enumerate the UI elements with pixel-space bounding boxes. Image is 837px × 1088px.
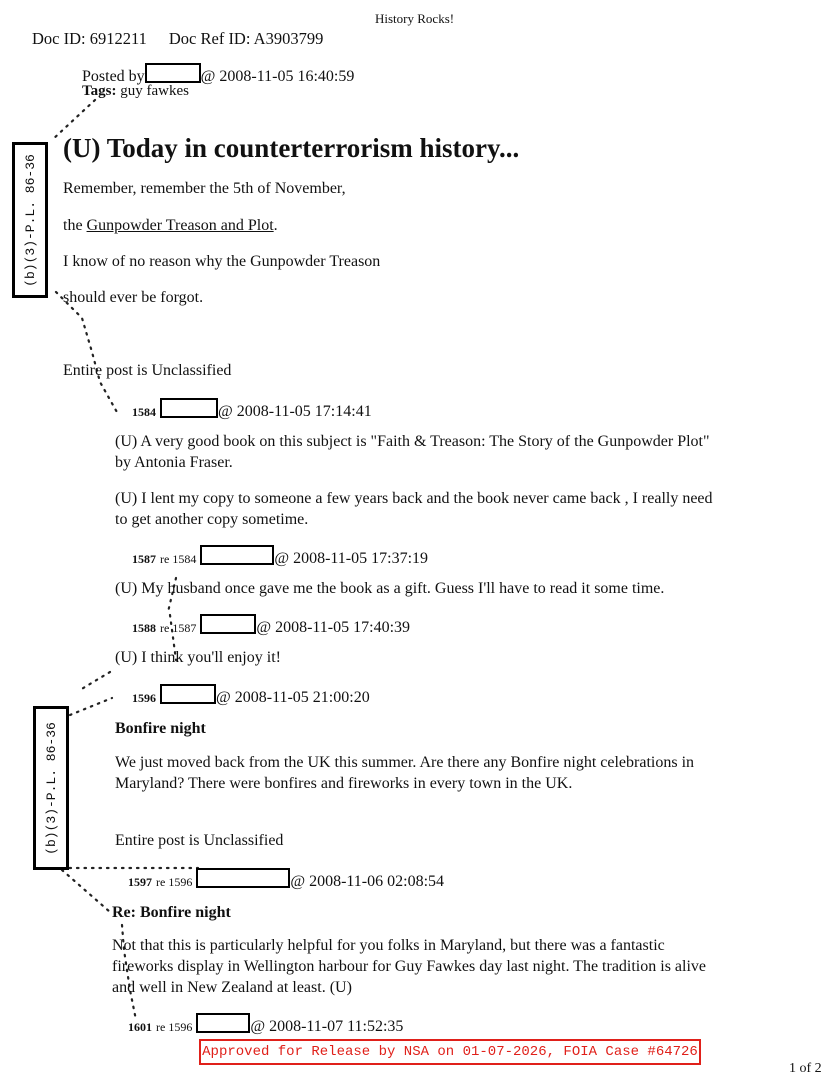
comment-paragraph: (U) I think you'll enjoy it! [115, 649, 281, 666]
exemption-label: (b)(3)-P.L. 86-36 [43, 721, 59, 855]
post-line: Remember, remember the 5th of November, [63, 180, 346, 197]
comment-timestamp: @ 2008-11-05 17:40:39 [256, 619, 411, 636]
redaction-box [196, 1013, 250, 1033]
comment-timestamp: @ 2008-11-05 17:37:19 [274, 550, 429, 567]
comment-reply-to: re 1584 [160, 552, 197, 566]
tags-label: Tags: [82, 83, 117, 99]
redaction-box [160, 684, 216, 704]
comment-meta [132, 545, 428, 568]
post-tags [82, 83, 189, 100]
doc-ref-id: Doc Ref ID: A3903799 [168, 29, 324, 48]
page-number: 1 of 2 [789, 1061, 822, 1076]
comment-paragraph: (U) My husband once gave me the book as a gift. Guess I'll have to read it some time. [115, 580, 665, 597]
post-line: I know of no reason why the Gunpowder Treason [63, 253, 381, 270]
redaction-box [160, 398, 218, 418]
comment-timestamp: @ 2008-11-06 02:08:54 [290, 873, 445, 890]
posted-by-label: Posted by [82, 68, 145, 85]
post-title: (U) Today in counterterrorism history... [63, 133, 520, 163]
post-line [63, 217, 278, 235]
comment-paragraph: Not that this is particularly helpful for you folks in Maryland, but there was a fantastic fireworks display in Wellington harbour for Guy Fawkes day last night. The tradition is alive and well in New Zealand at least. (U) [112, 937, 707, 996]
comment-number: 1601 [128, 1020, 152, 1034]
comment-timestamp: @ 2008-11-07 11:52:35 [250, 1018, 404, 1035]
post-classification: Entire post is Unclassified [63, 362, 232, 379]
comment-timestamp: @ 2008-11-05 21:00:20 [216, 689, 370, 706]
post-line: should ever be forgot. [63, 289, 204, 306]
comment-reply-to: re 1596 [156, 875, 193, 889]
post-line-punct: . [273, 217, 278, 234]
doc-id-line [32, 29, 323, 49]
exemption-label-box [12, 142, 48, 298]
comment-number: 1597 [128, 875, 152, 889]
post-timestamp: @ 2008-11-05 16:40:59 [200, 68, 355, 85]
comment-meta [132, 614, 410, 637]
redaction-box [145, 63, 201, 83]
exemption-label-box [33, 706, 69, 870]
gunpowder-link[interactable]: Gunpowder Treason and Plot [86, 217, 274, 234]
redaction-box [196, 868, 290, 888]
release-stamp-text: Approved for Release by NSA on 01-07-2026, FOIA Case #64726 [202, 1044, 698, 1060]
comment-paragraph: (U) A very good book on this subject is "Faith & Treason: The Story of the Gunpowder Plot" by Antonia Fraser. [115, 433, 710, 471]
comment-timestamp: @ 2008-11-05 17:14:41 [218, 403, 372, 420]
comment-paragraph: We just moved back from the UK this summer. Are there any Bonfire night celebrations in Maryland? There were bonfires and fireworks in every town in the UK. [115, 754, 695, 792]
comment-classification: Entire post is Unclassified [115, 832, 284, 849]
comment-heading: Re: Bonfire night [112, 904, 231, 921]
comment-meta [128, 1013, 403, 1036]
comment-number: 1587 [132, 552, 156, 566]
redaction-box [200, 614, 256, 634]
comment-meta [132, 684, 370, 707]
comment-meta [128, 868, 444, 891]
comment-heading: Bonfire night [115, 720, 206, 737]
comment-reply-to: re 1587 [160, 621, 197, 635]
doc-id: Doc ID: 6912211 [32, 29, 147, 48]
release-stamp [199, 1039, 701, 1065]
exemption-label: (b)(3)-P.L. 86-36 [22, 153, 38, 287]
comment-reply-to: re 1596 [156, 1020, 193, 1034]
comment-number: 1588 [132, 621, 156, 635]
comment-paragraph: (U) I lent my copy to someone a few years back and the book never came back , I really need to get another copy sometime. [115, 490, 713, 528]
comment-number: 1596 [132, 691, 156, 705]
redaction-box [200, 545, 274, 565]
post-line-text: the [63, 217, 83, 234]
tag-link[interactable]: guy fawkes [120, 83, 189, 99]
site-title: History Rocks! [375, 11, 455, 26]
comment-meta [132, 398, 372, 421]
comment-number: 1584 [132, 405, 156, 419]
